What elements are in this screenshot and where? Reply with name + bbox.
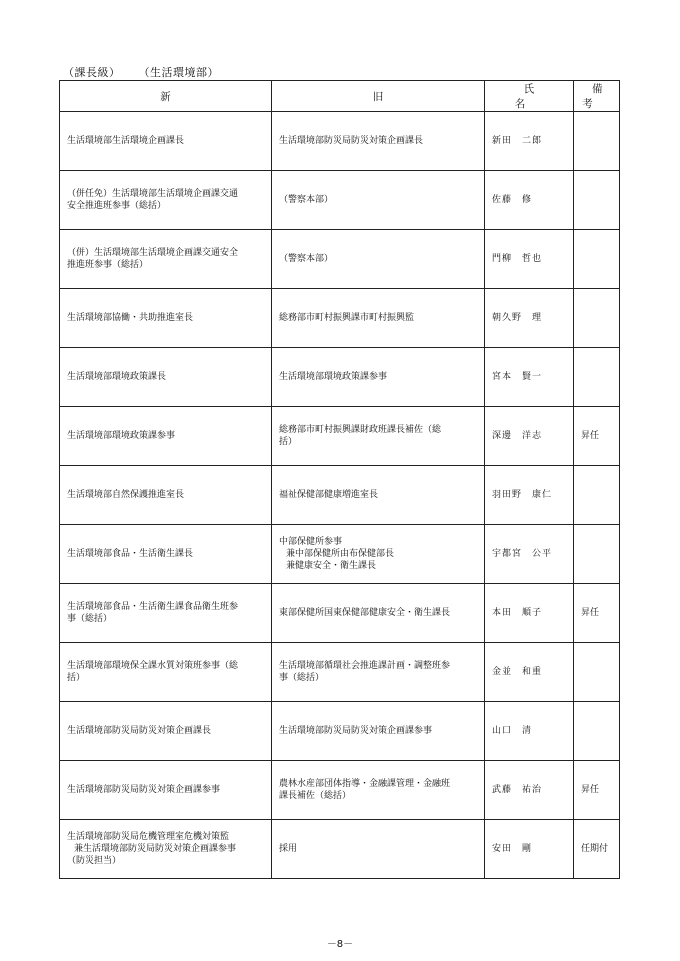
- person-name-cell: 武藤 祐治: [485, 761, 574, 820]
- new-position-cell-line: （併）生活環境部生活環境企画課交通安全: [67, 247, 239, 258]
- new-position-cell-line: 生活環境部防災局危機管理室危機対策監: [67, 831, 230, 842]
- old-position-cell-line: 東部保健所国東保健部健康安全・衛生課長: [279, 607, 451, 618]
- new-position-cell: [60, 230, 272, 289]
- remarks-cell: [574, 348, 620, 407]
- table-row: [60, 112, 620, 171]
- old-position-cell: [272, 171, 485, 230]
- column-header-name: 氏 名: [485, 81, 574, 112]
- new-position-cell: [60, 112, 272, 171]
- remarks-cell: 任期付: [574, 820, 620, 879]
- table-row: [60, 348, 620, 407]
- column-header-new: 新: [60, 81, 272, 112]
- remarks-cell: [574, 230, 620, 289]
- old-position-cell: [272, 584, 485, 643]
- remarks-cell: 昇任: [574, 584, 620, 643]
- personnel-table: [59, 80, 620, 879]
- remarks-cell: [574, 643, 620, 702]
- old-position-cell: [272, 230, 485, 289]
- old-position-cell: [272, 289, 485, 348]
- remarks-cell: [574, 289, 620, 348]
- new-position-cell-line: （防災担当）: [67, 856, 122, 867]
- new-position-cell-line: 生活環境部環境保全課水質対策班参事（総: [67, 660, 239, 671]
- table-row: [60, 643, 620, 702]
- person-name-cell: 本田 順子: [485, 584, 574, 643]
- new-position-cell: [60, 820, 272, 879]
- department-label: （生活環境部）: [138, 66, 219, 79]
- person-name-cell: 安田 剛: [485, 820, 574, 879]
- new-position-cell-line: 事（総括）: [67, 614, 113, 624]
- page-number: －8－: [326, 939, 354, 950]
- new-position-cell-line: 生活環境部環境政策課参事: [67, 430, 176, 441]
- old-position-cell-line: 生活環境部防災局防災対策企画課長: [279, 135, 424, 146]
- column-header-note: 備 考: [574, 81, 620, 112]
- new-position-cell: [60, 289, 272, 348]
- remarks-cell: [574, 702, 620, 761]
- new-position-cell-line: 生活環境部防災局防災対策企画課参事: [67, 784, 221, 795]
- old-position-cell-line: 農林水産部団体指導・金融課管理・金融班: [279, 778, 451, 789]
- old-position-cell-line: （警察本部）: [279, 253, 334, 264]
- new-position-cell: [60, 466, 272, 525]
- new-position-cell-line: 括）: [67, 673, 86, 683]
- new-position-cell: [60, 643, 272, 702]
- table-row: [60, 171, 620, 230]
- new-position-cell: [60, 584, 272, 643]
- old-position-cell: [272, 112, 485, 171]
- table-heading: [63, 64, 233, 80]
- old-position-cell-line: （警察本部）: [279, 194, 334, 205]
- table-row: [60, 407, 620, 466]
- new-position-cell-line: 生活環境部防災局防災対策企画課長: [67, 725, 212, 736]
- person-name-cell: 深邊 洋志: [485, 407, 574, 466]
- old-position-cell-line: 生活環境部防災局防災対策企画課参事: [279, 725, 433, 736]
- old-position-cell: [272, 702, 485, 761]
- new-position-cell: [60, 525, 272, 584]
- old-position-cell-line: 兼中部保健所由布保健部長: [286, 548, 395, 559]
- person-name-cell: 門柳 哲也: [485, 230, 574, 289]
- person-name-cell: 山口 清: [485, 702, 574, 761]
- remarks-cell: [574, 112, 620, 171]
- new-position-cell: [60, 761, 272, 820]
- old-position-cell: [272, 643, 485, 702]
- table-row: [60, 466, 620, 525]
- old-position-cell: [272, 407, 485, 466]
- old-position-cell-line: 総務部市町村振興課財政班課長補佐（総: [279, 424, 442, 435]
- level-label: （課長級）: [63, 66, 121, 79]
- old-position-cell: [272, 348, 485, 407]
- new-position-cell-line: （併任免）生活環境部生活環境企画課交通: [67, 188, 239, 199]
- person-name-cell: 羽田野 康仁: [485, 466, 574, 525]
- old-position-cell-line: 兼健康安全・衛生課長: [286, 561, 377, 572]
- person-name-cell: 宮本 賢一: [485, 348, 574, 407]
- new-position-cell-line: 生活環境部協働・共助推進室長: [67, 312, 194, 323]
- table-row: [60, 820, 620, 879]
- remarks-cell: [574, 171, 620, 230]
- remarks-cell: [574, 466, 620, 525]
- old-position-cell-line: 括）: [279, 437, 298, 447]
- remarks-cell: [574, 525, 620, 584]
- new-position-cell: [60, 407, 272, 466]
- new-position-cell: [60, 702, 272, 761]
- old-position-cell-line: 課長補佐（総括）: [279, 791, 352, 801]
- table-row: [60, 584, 620, 643]
- new-position-cell-line: 生活環境部自然保護推進室長: [67, 489, 185, 500]
- new-position-cell-line: 推進班参事（総括）: [67, 260, 149, 270]
- table-row: [60, 761, 620, 820]
- old-position-cell: [272, 525, 485, 584]
- old-position-cell-line: 生活環境部環境政策課参事: [279, 371, 388, 382]
- remarks-cell: 昇任: [574, 407, 620, 466]
- person-name-cell: 金並 和重: [485, 643, 574, 702]
- new-position-cell: [60, 348, 272, 407]
- new-position-cell-line: 兼生活環境部防災局防災対策企画課参事: [74, 843, 237, 854]
- old-position-cell-line: 採用: [279, 843, 298, 854]
- old-position-cell: [272, 820, 485, 879]
- new-position-cell: [60, 171, 272, 230]
- table-body: [60, 112, 620, 879]
- new-position-cell-line: 生活環境部生活環境企画課長: [67, 135, 185, 146]
- table-row: [60, 289, 620, 348]
- old-position-cell-line: 総務部市町村振興課市町村振興監: [279, 312, 415, 323]
- new-position-cell-line: 安全推進班参事（総括）: [67, 201, 167, 211]
- column-header-old: 旧: [272, 81, 485, 112]
- old-position-cell: [272, 761, 485, 820]
- person-name-cell: 新田 二郎: [485, 112, 574, 171]
- old-position-cell-line: 中部保健所参事: [279, 536, 343, 547]
- person-name-cell: 朝久野 理: [485, 289, 574, 348]
- new-position-cell-line: 生活環境部環境政策課長: [67, 371, 167, 382]
- new-position-cell-line: 生活環境部食品・生活衛生課長: [67, 548, 194, 559]
- old-position-cell: [272, 466, 485, 525]
- old-position-cell-line: 生活環境部循環社会推進課計画・調整班参: [279, 660, 451, 671]
- new-position-cell-line: 生活環境部食品・生活衛生課食品衛生班参: [67, 601, 239, 612]
- old-position-cell-line: 事（総括）: [279, 673, 325, 683]
- person-name-cell: 佐藤 修: [485, 171, 574, 230]
- person-name-cell: 宇都宮 公平: [485, 525, 574, 584]
- table-row: [60, 230, 620, 289]
- old-position-cell-line: 福祉保健部健康増進室長: [279, 489, 379, 500]
- table-row: [60, 525, 620, 584]
- remarks-cell: 昇任: [574, 761, 620, 820]
- table-header-row: [60, 81, 620, 112]
- table-row: [60, 702, 620, 761]
